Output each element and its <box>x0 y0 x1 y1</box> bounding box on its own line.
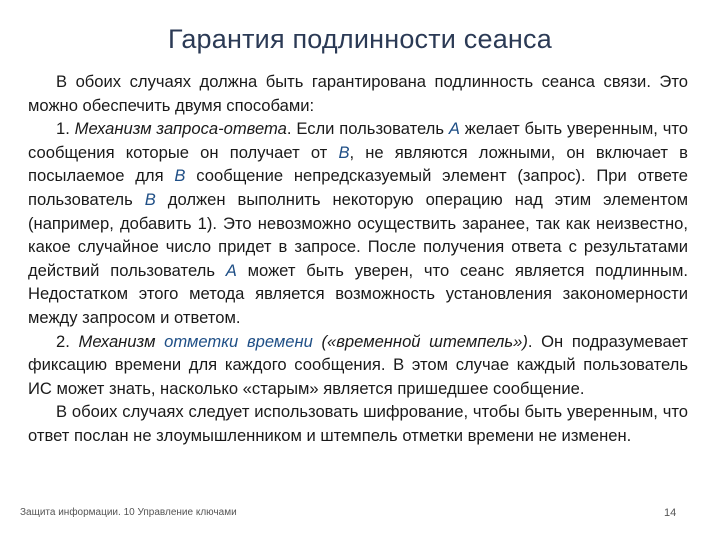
method-1-text-2: желает быть уверенным, что сообщения которые он получает от <box>28 119 689 162</box>
intro-paragraph: В обоих случаях должна быть гарантирована подлинность сеанса связи. Это можно обеспечить двумя способами: <box>28 72 688 115</box>
method-1-paragraph <box>28 117 688 329</box>
method-2-term: отметки времени <box>164 331 313 351</box>
method-1-text-5: должен выполнить некоторую операцию над этим элементом (например, добавить 1). Это невозможно осуществить заранее, так как неизвестно, какое случайное число придет в запросе. После получения ответа с результатами действий пользователь <box>28 189 688 280</box>
page-number: 14 <box>664 507 677 519</box>
slide-title: Гарантия подлинности сеанса <box>168 24 552 54</box>
method-1-text-6: может быть уверен, что сеанс является подлинным. Недостатком этого метода является возможность установления закономерности между запросом и ответом. <box>28 260 688 327</box>
user-b-label: В <box>338 142 350 162</box>
user-b-label: В <box>144 189 156 209</box>
method-1-number: 1. <box>56 119 75 139</box>
method-1-text-1: . Если пользователь <box>286 119 449 139</box>
slide-footer: Защита информации. 10 Управление ключами <box>20 507 237 518</box>
method-1-term: Механизм запроса-ответа <box>74 119 287 139</box>
user-a-label: А <box>448 119 460 139</box>
method-2-paragraph <box>28 330 688 401</box>
method-2-number: 2. <box>56 331 79 351</box>
method-2-term-prefix: Механизм <box>78 331 165 351</box>
slide-body <box>28 70 688 448</box>
user-b-label: В <box>174 166 186 186</box>
method-2-text: . Он подразумевает фиксацию времени для каждого сообщения. В этом случае каждый пользователь ИС может знать, насколько «старым» является пришедшее сообщение. <box>28 331 688 398</box>
method-2-term-alias: («временной штемпель») <box>312 331 528 351</box>
method-1-text-4: сообщение непредсказуемый элемент (запрос). При ответе пользователь <box>28 166 689 209</box>
method-1-text-3: , не являются ложными, он включает в посылаемое для <box>28 142 688 186</box>
user-a-label: А <box>225 260 237 280</box>
conclusion-paragraph: В обоих случаях следует использовать шифрование, чтобы быть уверенным, что ответ послан не злоумышленником и штемпель отметки времени не изменен. <box>28 402 688 445</box>
